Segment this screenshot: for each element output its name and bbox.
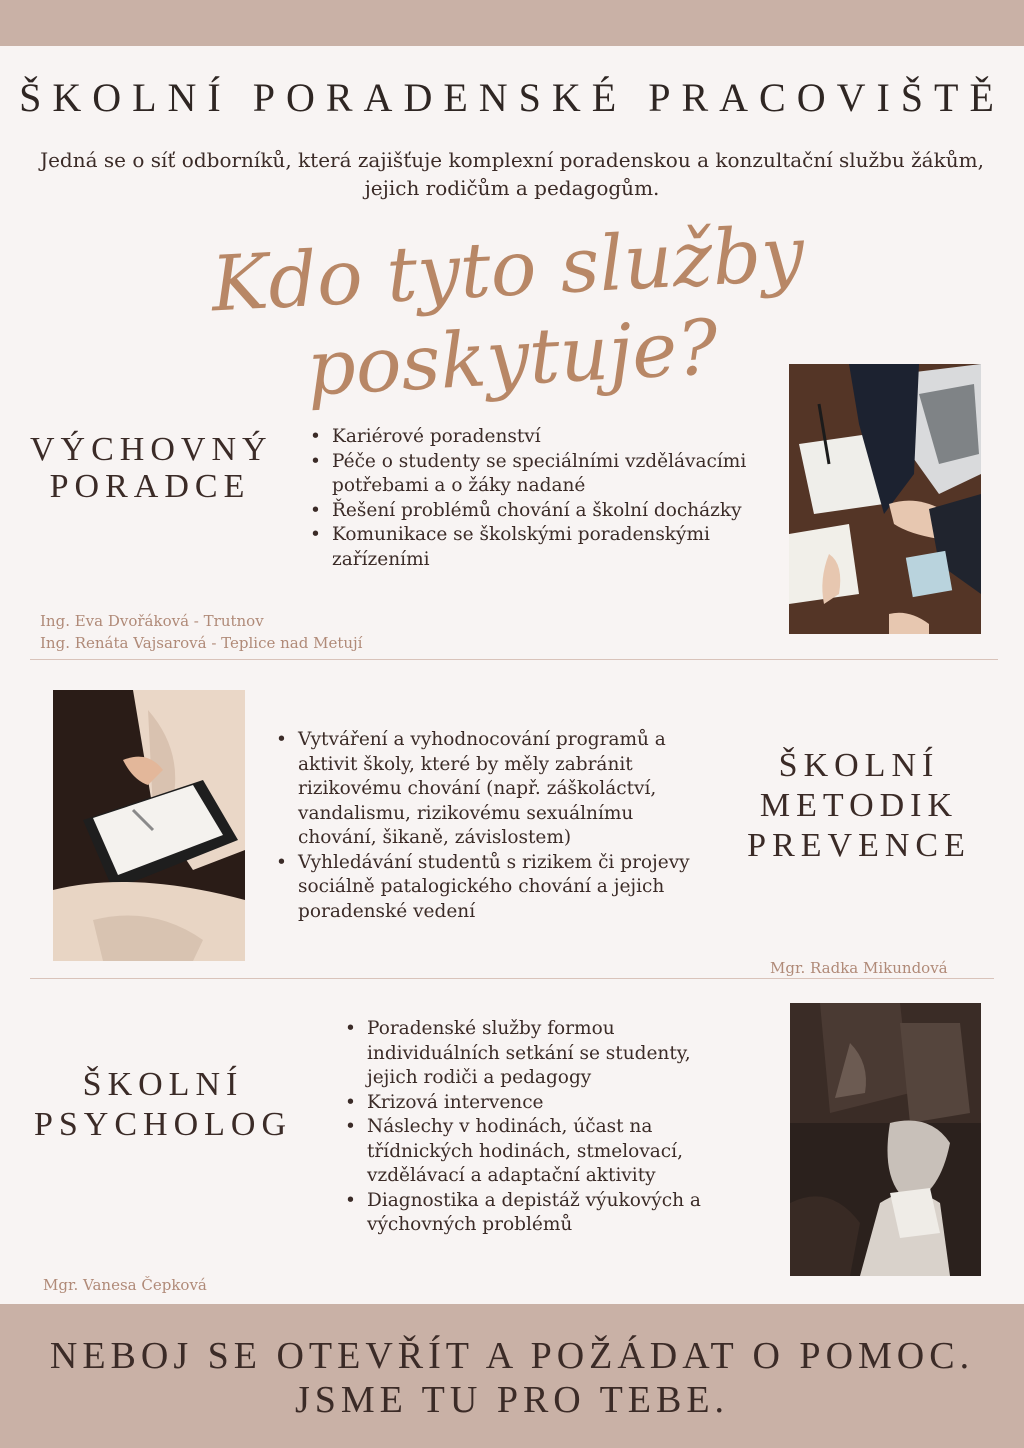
- section-heading-metodik-prevence: [744, 746, 974, 866]
- planner-photo: [53, 690, 245, 961]
- list-item: • Krizová intervence: [341, 1091, 741, 1116]
- list-item: • Péče o studenty se speciálními vzdělávacími potřebami a o žáky nadané: [306, 450, 776, 499]
- section-divider: [30, 978, 994, 979]
- section-heading-skolni-psycholog: [30, 1065, 296, 1145]
- footer-line: NEBOJ SE OTEVŘÍT A POŽÁDAT O POMOC.: [49, 1335, 975, 1377]
- staff-names-vychovny-poradce: [40, 610, 362, 654]
- heading-line: METODIK: [759, 787, 959, 824]
- page-title: ŠKOLNÍ PORADENSKÉ PRACOVIŠTĚ: [19, 75, 1005, 120]
- bullet-list-skolni-psycholog: [341, 1017, 741, 1238]
- bullet-list-vychovny-poradce: [306, 425, 776, 572]
- list-item: • Komunikace se školskými poradenskými zařízeními: [306, 523, 776, 572]
- planner-photo-svg: [53, 690, 245, 961]
- handshake-photo: [789, 364, 981, 634]
- footer-message: [0, 1334, 1024, 1422]
- top-band: [0, 0, 1024, 46]
- list-item: • Vyhledávání studentů s rizikem či projevy sociálně patalogického chování a jejich poradenské vedení: [272, 851, 717, 925]
- staff-name: Ing. Eva Dvořáková - Trutnov: [40, 612, 264, 630]
- handshake-photo-svg: [789, 364, 981, 634]
- intro-text: Jedná se o síť odborníků, která zajišťuje komplexní poradenskou a konzultační službu žákům, jejich rodičům a pedagogům.: [40, 148, 984, 200]
- list-item: • Řešení problémů chování a školní docházky: [306, 499, 776, 524]
- section-heading-vychovny-poradce: [30, 430, 273, 507]
- bullet-list-metodik-prevence: [272, 728, 717, 924]
- heading-line: PSYCHOLOG: [33, 1106, 293, 1143]
- list-item: • Poradenské služby formou individuálních setkání se studenty, jejich rodiči a pedagogy: [341, 1017, 741, 1091]
- staff-name: Mgr. Radka Mikundová: [770, 959, 948, 977]
- heading-line: ŠKOLNÍ: [82, 1066, 244, 1103]
- heading-line: PREVENCE: [747, 827, 971, 864]
- list-item: • Náslechy v hodinách, účast na třídnických hodinách, stmelovací, vzdělávací a adaptační aktivity: [341, 1115, 741, 1189]
- section-divider: [30, 659, 998, 660]
- staff-names-skolni-psycholog: [43, 1274, 207, 1296]
- heading-line: PORADCE: [49, 468, 251, 505]
- counseling-photo-svg: [790, 1003, 981, 1276]
- staff-names-metodik-prevence: [770, 957, 948, 979]
- staff-name: Ing. Renáta Vajsarová - Teplice nad Metují: [40, 634, 363, 652]
- footer-line: JSME TU PRO TEBE.: [294, 1379, 730, 1421]
- heading-line: ŠKOLNÍ: [778, 747, 940, 784]
- list-item: • Kariérové poradenství: [306, 425, 776, 450]
- list-item: • Vytváření a vyhodnocování programů a aktivit školy, které by měly zabránit rizikovému chování (např. záškoláctví, vandalismu, rizikovému sexuálnímu chování, šikaně, závislostem): [272, 728, 717, 851]
- list-item: • Diagnostika a depistáž výukových a výchovných problémů: [341, 1189, 741, 1238]
- counseling-photo: [790, 1003, 981, 1276]
- staff-name: Mgr. Vanesa Čepková: [43, 1276, 207, 1294]
- heading-line: VÝCHOVNÝ: [30, 431, 273, 468]
- script-heading: Kdo tyto služby poskytuje?: [209, 208, 807, 413]
